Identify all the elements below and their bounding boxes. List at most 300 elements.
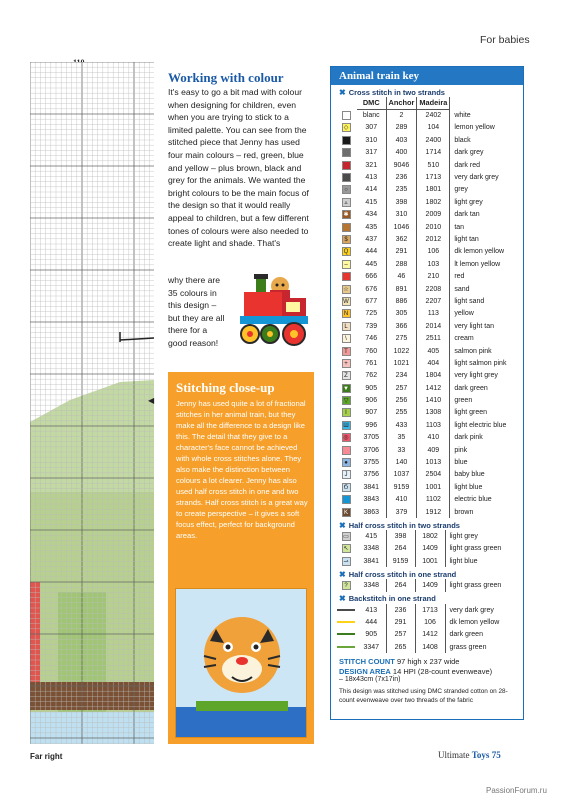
thread-row	[335, 456, 508, 468]
thread-name: lemon yellow	[454, 124, 495, 132]
thread-madeira: 1412	[417, 382, 450, 394]
thread-anchor: 1046	[386, 221, 417, 233]
thread-anchor: 289	[386, 122, 417, 134]
thread-name: baby blue	[454, 471, 485, 479]
thread-colour-icon: ○	[342, 185, 351, 194]
thread-anchor: 257	[386, 382, 417, 394]
cross-icon: ✖	[339, 569, 346, 579]
section-category: For babies	[480, 34, 530, 46]
thread-madeira: 1409	[415, 579, 445, 591]
symbol-swatch	[335, 432, 357, 444]
thread-name: cream	[454, 335, 474, 343]
thread-anchor: 398	[386, 530, 415, 542]
cross-icon: ✖	[339, 87, 346, 97]
thread-dmc: 307	[357, 122, 386, 134]
thread-dmc: 317	[357, 147, 386, 159]
thread-dmc: 761	[357, 357, 386, 369]
thread-madeira: 2009	[417, 209, 450, 221]
thread-row	[335, 382, 508, 394]
thread-row	[335, 579, 503, 591]
thread-madeira: 1103	[417, 419, 450, 431]
thread-dmc: 905	[357, 382, 386, 394]
thread-name: dark green	[454, 384, 488, 392]
thread-colour-icon: ▼	[343, 385, 349, 392]
thread-dmc: 3347	[357, 641, 386, 653]
symbol-swatch	[335, 481, 357, 493]
thread-colour-icon: N	[342, 309, 351, 318]
thread-colour-icon: ◇	[342, 123, 351, 132]
thread-row	[335, 122, 508, 134]
thread-anchor: 255	[386, 407, 417, 419]
symbol-swatch	[335, 221, 357, 233]
thread-anchor: 305	[386, 308, 417, 320]
thread-row	[335, 543, 503, 555]
symbol-swatch	[335, 345, 357, 357]
thread-row	[335, 419, 508, 431]
thread-anchor: 1037	[386, 469, 417, 481]
thread-name: light grass green	[449, 545, 502, 553]
half-two-table	[335, 530, 503, 567]
thread-row	[335, 283, 508, 295]
thread-name: light salmon pink	[454, 359, 507, 367]
thread-colour-icon: ?	[342, 581, 351, 590]
thread-colour-icon: +	[342, 359, 351, 368]
thread-colour-icon	[342, 136, 351, 145]
thread-colour-icon: ↖	[343, 546, 349, 553]
thread-anchor: 9159	[386, 555, 415, 567]
article-title: Working with colour	[168, 70, 284, 85]
symbol-swatch	[335, 258, 357, 270]
symbol-swatch	[335, 444, 357, 456]
symbol-swatch	[335, 370, 357, 382]
thread-colour-icon	[342, 223, 351, 232]
thread-madeira: 1102	[417, 494, 450, 506]
thread-colour-icon: ☆	[343, 286, 349, 293]
thread-madeira: 2400	[417, 134, 450, 146]
thread-dmc: 434	[357, 209, 386, 221]
thread-madeira: 1802	[417, 196, 450, 208]
thread-anchor: 2	[386, 109, 417, 121]
thread-name: dk lemon yellow	[454, 248, 505, 256]
thread-row	[335, 258, 508, 270]
thread-dmc: 414	[357, 184, 386, 196]
thread-name: salmon pink	[454, 347, 492, 355]
thread-name: light electric blue	[454, 421, 507, 429]
animal-train-key	[330, 66, 524, 720]
thread-dmc: 739	[357, 320, 386, 332]
thread-dmc: 676	[357, 283, 386, 295]
thread-row	[335, 432, 508, 444]
col-anchor: Anchor	[386, 97, 417, 109]
thread-anchor: 291	[386, 616, 415, 628]
section-backstitch: ✖ Backstitch in one strand	[339, 594, 436, 604]
backstitch-line-icon	[337, 646, 355, 648]
symbol-swatch	[335, 530, 357, 542]
thread-madeira: 405	[417, 345, 450, 357]
thread-colour-icon: Z	[342, 371, 351, 380]
thread-dmc: 666	[357, 270, 386, 282]
thread-name: grass green	[449, 643, 487, 651]
col-madeira: Madeira	[417, 97, 450, 109]
thread-madeira: 1912	[417, 506, 450, 518]
thread-madeira: 210	[417, 270, 450, 282]
thread-dmc: 746	[357, 332, 386, 344]
thread-anchor: 1021	[386, 357, 417, 369]
thread-anchor: 33	[386, 444, 417, 456]
backstitch-swatch	[335, 604, 357, 616]
thread-anchor: 1022	[386, 345, 417, 357]
thread-row	[335, 616, 501, 628]
symbol-swatch	[335, 543, 357, 555]
thread-row	[335, 320, 508, 332]
thread-name: light grey	[449, 532, 478, 540]
thread-madeira: 1714	[417, 147, 450, 159]
thread-dmc: 3348	[357, 579, 386, 591]
thread-dmc: blanc	[357, 109, 386, 121]
thread-row	[335, 629, 501, 641]
thread-anchor: 433	[386, 419, 417, 431]
thread-colour-icon: ▽	[342, 396, 351, 405]
thread-dmc: 760	[357, 345, 386, 357]
backstitch-line-icon	[337, 633, 355, 635]
thread-anchor: 234	[386, 370, 417, 382]
cross-icon: ✖	[339, 594, 346, 604]
thread-name: light green	[454, 409, 488, 417]
thread-name: light grass green	[449, 582, 502, 590]
symbol-swatch	[335, 579, 357, 591]
thread-madeira: 103	[417, 258, 450, 270]
thread-anchor: 288	[386, 258, 417, 270]
thread-anchor: 236	[386, 171, 417, 183]
thread-madeira: 2208	[417, 283, 450, 295]
cross-stitch-table	[335, 97, 508, 518]
thread-madeira: 409	[417, 444, 450, 456]
thread-name: very light tan	[454, 322, 494, 330]
thread-row	[335, 171, 508, 183]
symbol-swatch	[335, 555, 357, 567]
thread-name: yellow	[454, 310, 474, 318]
symbol-swatch	[335, 184, 357, 196]
thread-madeira: 2504	[417, 469, 450, 481]
thread-row	[335, 109, 508, 121]
thread-dmc: 444	[357, 246, 386, 258]
thread-anchor: 264	[386, 579, 415, 591]
chart-grid	[30, 62, 154, 744]
symbol-swatch	[335, 246, 357, 258]
thread-madeira: 2012	[417, 233, 450, 245]
thread-dmc: 437	[357, 233, 386, 245]
thread-madeira: 1802	[415, 530, 445, 542]
thread-colour-icon: Ш	[343, 422, 349, 429]
thread-anchor: 257	[386, 629, 415, 641]
thread-madeira: 106	[417, 246, 450, 258]
thread-madeira: 2014	[417, 320, 450, 332]
thread-dmc: 310	[357, 134, 386, 146]
symbol-swatch	[335, 295, 357, 307]
thread-anchor: 9046	[386, 159, 417, 171]
thread-colour-icon: I	[342, 408, 351, 417]
thread-colour-icon	[342, 446, 351, 455]
symbol-swatch	[335, 506, 357, 518]
symbol-swatch	[335, 308, 357, 320]
thread-name: grey	[454, 186, 468, 194]
thread-colour-icon: \	[342, 334, 351, 343]
thread-row	[335, 221, 508, 233]
thread-madeira: 404	[417, 357, 450, 369]
thread-colour-icon: J	[342, 470, 351, 479]
thread-anchor: 886	[386, 295, 417, 307]
design-area: DESIGN AREA 14 HPI (28-count evenweave)	[339, 667, 493, 677]
cross-icon: ✖	[339, 520, 346, 530]
section-half-two: ✖ Half cross stitch in two strands	[339, 520, 460, 530]
thread-colour-icon	[342, 495, 351, 504]
thread-colour-icon: L	[342, 322, 351, 331]
thread-colour-icon	[342, 173, 351, 182]
thread-dmc: 3706	[357, 444, 386, 456]
thread-madeira: 1412	[415, 629, 445, 641]
thread-name: dark pink	[454, 434, 483, 442]
backstitch-line-icon	[337, 609, 355, 611]
thread-anchor: 398	[386, 196, 417, 208]
thread-colour-icon: Q	[342, 247, 351, 256]
symbol-swatch	[335, 171, 357, 183]
thread-madeira: 104	[417, 122, 450, 134]
thread-colour-icon	[342, 148, 351, 157]
thread-row	[335, 209, 508, 221]
cross-stitch-chart	[30, 62, 154, 744]
thread-anchor: 310	[386, 209, 417, 221]
thread-madeira: 1804	[417, 370, 450, 382]
thread-name: dark grey	[454, 149, 484, 157]
thread-name: dark green	[449, 631, 483, 639]
thread-row	[335, 481, 508, 493]
thread-row	[335, 270, 508, 282]
key-title: Animal train key	[331, 67, 523, 85]
thread-name: brown	[454, 508, 474, 516]
stitching-closeup-box	[168, 372, 314, 744]
thread-anchor: 275	[386, 332, 417, 344]
thread-colour-icon: ✱	[343, 212, 349, 219]
thread-colour-icon	[342, 111, 351, 120]
symbol-swatch	[335, 394, 357, 406]
thread-colour-icon: –	[342, 260, 351, 269]
thread-dmc: 905	[357, 629, 386, 641]
thread-anchor: 291	[386, 246, 417, 258]
thread-row	[335, 134, 508, 146]
thread-madeira: 1713	[415, 604, 445, 616]
thread-anchor: 366	[386, 320, 417, 332]
symbol-swatch	[335, 134, 357, 146]
thread-colour-icon: ▭	[343, 533, 349, 540]
article-body-end: why there are 35 colours in this design – but they are all there for a good reason!	[168, 275, 225, 348]
symbol-swatch	[335, 233, 357, 245]
stitch-count: STITCH COUNT 97 high x 237 wide	[339, 657, 460, 667]
thread-dmc: 906	[357, 394, 386, 406]
thread-row	[335, 295, 508, 307]
thread-row	[335, 345, 508, 357]
thread-colour-icon: ⇀	[343, 558, 349, 565]
backstitch-swatch	[335, 616, 357, 628]
symbol-swatch	[335, 332, 357, 344]
thread-dmc: 445	[357, 258, 386, 270]
thread-anchor: 35	[386, 432, 417, 444]
thread-madeira: 106	[415, 616, 445, 628]
symbol-swatch	[335, 469, 357, 481]
symbol-swatch	[335, 109, 357, 121]
thread-anchor: 46	[386, 270, 417, 282]
thread-madeira: 1013	[417, 456, 450, 468]
thread-dmc: 3755	[357, 456, 386, 468]
thread-name: light blue	[454, 483, 483, 491]
backstitch-table	[335, 604, 501, 654]
thread-row	[335, 494, 508, 506]
symbol-swatch	[335, 357, 357, 369]
thread-anchor: 403	[386, 134, 417, 146]
page-footer: Ultimate Toys 75	[438, 750, 501, 760]
symbol-swatch	[335, 419, 357, 431]
thread-name: very dark grey	[449, 606, 494, 614]
thread-dmc: 762	[357, 370, 386, 382]
symbol-swatch	[335, 407, 357, 419]
thread-colour-icon: $	[342, 235, 351, 244]
thread-name: very dark grey	[454, 174, 499, 182]
thread-row	[335, 444, 508, 456]
backstitch-swatch	[335, 629, 357, 641]
thread-madeira: 1409	[415, 543, 445, 555]
thread-row	[335, 159, 508, 171]
article-body: It's easy to go a bit mad with colour when designing for children, even when you are trying to stick to a limited palette. You can see from the stitched piece that Jenny has used four main colours – red, green, blue and yellow – plus brown, black and grey for the animals. We wanted the bright colours to be the main focus of the design so that it would really appeal to children, but a few different tones of colours were also needed to create light and shade. That's	[168, 87, 309, 249]
thread-anchor: 379	[386, 506, 417, 518]
symbol-swatch	[335, 270, 357, 282]
symbol-swatch	[335, 494, 357, 506]
thread-dmc: 3705	[357, 432, 386, 444]
thread-row	[335, 604, 501, 616]
thread-name: light tan	[454, 235, 479, 243]
thread-madeira: 1801	[417, 184, 450, 196]
symbol-swatch	[335, 147, 357, 159]
thread-dmc: 3841	[357, 481, 386, 493]
thread-name: dark tan	[454, 211, 480, 219]
thread-colour-icon	[342, 272, 351, 281]
thread-row	[335, 357, 508, 369]
symbol-swatch	[335, 122, 357, 134]
symbol-swatch	[335, 159, 357, 171]
symbol-swatch	[335, 196, 357, 208]
symbol-swatch	[335, 209, 357, 221]
thread-dmc: 996	[357, 419, 386, 431]
thread-madeira: 1001	[417, 481, 450, 493]
chart-caption: Far right	[30, 752, 63, 761]
thread-colour-icon: K	[342, 508, 351, 517]
center-arrow-icon: ◀	[148, 396, 155, 405]
closeup-body: Jenny has used quite a lot of fractional stitches in her animal train, but they make all the difference to a design like this. The detail that they give to a character's face cannot be achieved with whole cross stitches alone. They also make the distinction between colours a lot clearer. Jenny has also used half cross stitch in one and two strands. Half cross stitch is a great way to create perspective – it gives a soft focus effect, perfect for background areas.	[176, 399, 308, 540]
thread-anchor: 264	[386, 543, 415, 555]
thread-row	[335, 506, 508, 518]
thread-dmc: 321	[357, 159, 386, 171]
thread-madeira: 1713	[417, 171, 450, 183]
thread-colour-icon: ◎	[343, 435, 349, 442]
thread-madeira: 410	[417, 432, 450, 444]
thread-madeira: 1410	[417, 394, 450, 406]
thread-dmc: 415	[357, 196, 386, 208]
thread-dmc: 3756	[357, 469, 386, 481]
closeup-photo	[175, 588, 307, 738]
train-illustration	[234, 270, 314, 356]
thread-name: dark red	[454, 161, 480, 169]
thread-row	[335, 184, 508, 196]
thread-name: tan	[454, 223, 465, 231]
section-half-one: ✖ Half cross stitch in one strand	[339, 569, 457, 579]
thread-row	[335, 555, 503, 567]
half-one-table	[335, 579, 503, 591]
thread-row	[335, 147, 508, 159]
thread-anchor: 235	[386, 184, 417, 196]
thread-madeira: 2511	[417, 332, 450, 344]
thread-anchor: 236	[386, 604, 415, 616]
thread-dmc: 435	[357, 221, 386, 233]
thread-name: dk lemon yellow	[449, 618, 500, 626]
thread-colour-icon: ▵	[342, 198, 351, 207]
section-cross-stitch: ✖ Cross stitch in two strands	[339, 87, 445, 97]
thread-name: pink	[454, 446, 468, 454]
thread-name: sand	[454, 285, 470, 293]
symbol-swatch	[335, 456, 357, 468]
thread-row	[335, 394, 508, 406]
thread-anchor: 265	[386, 641, 415, 653]
thread-anchor: 410	[386, 494, 417, 506]
closeup-title: Stitching close-up	[176, 380, 275, 395]
thread-row	[335, 641, 501, 653]
thread-madeira: 2010	[417, 221, 450, 233]
thread-row	[335, 308, 508, 320]
thread-dmc: 3843	[357, 494, 386, 506]
design-area-size: – 18x43cm (7x17in)	[339, 676, 401, 684]
thread-row	[335, 233, 508, 245]
thread-dmc: 725	[357, 308, 386, 320]
thread-name: light grey	[454, 198, 483, 206]
thread-row	[335, 332, 508, 344]
thread-dmc: 444	[357, 616, 386, 628]
backstitch-swatch	[335, 641, 357, 653]
thread-name: white	[454, 112, 471, 120]
thread-name: light blue	[449, 557, 478, 565]
thread-row	[335, 530, 503, 542]
thread-madeira: 2402	[417, 109, 450, 121]
thread-colour-icon: Ϭ	[342, 483, 351, 492]
thread-name: green	[454, 397, 473, 405]
thread-colour-icon: T	[342, 347, 351, 356]
thread-row	[335, 370, 508, 382]
thread-dmc: 415	[357, 530, 386, 542]
thread-row	[335, 469, 508, 481]
thread-row	[335, 407, 508, 419]
watermark-credit: PassionForum.ru	[486, 786, 547, 795]
thread-dmc: 3841	[357, 555, 386, 567]
thread-dmc: 677	[357, 295, 386, 307]
thread-colour-icon: W	[343, 298, 349, 305]
thread-anchor: 140	[386, 456, 417, 468]
thread-madeira: 113	[417, 308, 450, 320]
thread-name: red	[454, 273, 465, 281]
thread-name: black	[454, 136, 471, 144]
thread-madeira: 1408	[415, 641, 445, 653]
col-dmc: DMC	[357, 97, 386, 109]
thread-colour-icon: ●	[342, 458, 351, 467]
symbol-swatch	[335, 382, 357, 394]
thread-name: light sand	[454, 297, 485, 305]
thread-anchor: 891	[386, 283, 417, 295]
thread-anchor: 256	[386, 394, 417, 406]
